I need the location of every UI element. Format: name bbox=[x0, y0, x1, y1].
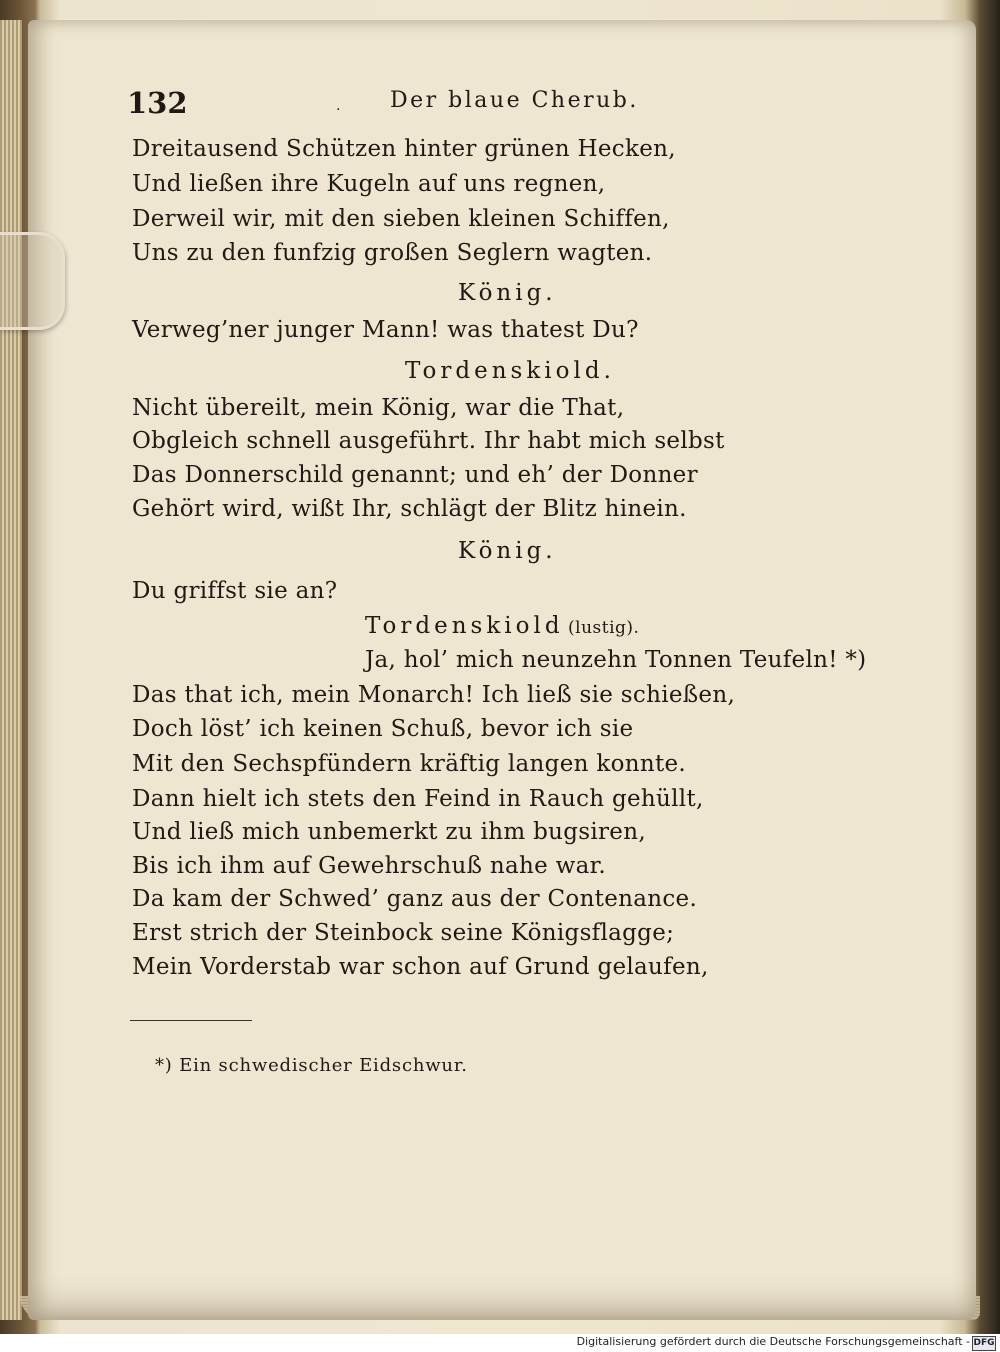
verse-line: Das Donnerschild genannt; und eh’ der Donner bbox=[132, 462, 698, 488]
verse-line: Dreitausend Schützen hinter grünen Hecken, bbox=[132, 136, 676, 162]
verse-line: Nicht übereilt, mein König, war die That, bbox=[132, 395, 625, 421]
page-clip bbox=[0, 232, 65, 330]
verse-line: Ja, hol’ mich neunzehn Tonnen Teufeln! *) bbox=[365, 647, 867, 673]
verse-line: Erst strich der Steinbock seine Königsflagge; bbox=[132, 920, 675, 946]
page-number: 132 bbox=[127, 86, 188, 120]
verse-line: Uns zu den funfzig großen Seglern wagten. bbox=[132, 240, 653, 266]
verse-line: Verweg’ner junger Mann! was thatest Du? bbox=[132, 317, 639, 343]
verse-line: Das that ich, mein Monarch! Ich ließ sie schießen, bbox=[132, 682, 736, 708]
stage-direction: (lustig). bbox=[568, 618, 640, 638]
page-edge-left bbox=[0, 20, 22, 1320]
printer-mark: . bbox=[336, 98, 341, 114]
verse-line: Du griffst sie an? bbox=[132, 578, 338, 604]
verse-line: Dann hielt ich stets den Feind in Rauch gehüllt, bbox=[132, 786, 704, 812]
speaker-name: König. bbox=[458, 280, 557, 306]
verse-line: Obgleich schnell ausgeführt. Ihr habt mich selbst bbox=[132, 428, 725, 454]
speaker-name: Tordenskiold bbox=[365, 613, 564, 639]
footnote: *) Ein schwedischer Eidschwur. bbox=[155, 1055, 468, 1076]
footnote-rule bbox=[130, 1020, 252, 1021]
verse-line: Gehört wird, wißt Ihr, schlägt der Blitz hinein. bbox=[132, 496, 687, 522]
verse-line: Da kam der Schwed’ ganz aus der Contenance. bbox=[132, 886, 698, 912]
verse-line: Doch löst’ ich keinen Schuß, bevor ich sie bbox=[132, 716, 634, 742]
verse-line: Bis ich ihm auf Gewehrschuß nahe war. bbox=[132, 853, 606, 879]
verse-line: Mein Vorderstab war schon auf Grund gelaufen, bbox=[132, 954, 709, 980]
speaker-name: Tordenskiold. bbox=[405, 358, 615, 384]
verse-line: Derweil wir, mit den sieben kleinen Schiffen, bbox=[132, 206, 670, 232]
digitization-credit: Digitalisierung gefördert durch die Deutsche Forschungsgemeinschaft - bbox=[576, 1335, 970, 1348]
running-head: Der blaue Cherub. bbox=[390, 88, 639, 113]
verse-line: Und ließen ihre Kugeln auf uns regnen, bbox=[132, 171, 606, 197]
speaker-name: König. bbox=[458, 538, 557, 564]
verse-line: Mit den Sechspfündern kräftig langen konnte. bbox=[132, 751, 687, 777]
verse-line: Und ließ mich unbemerkt zu ihm bugsiren, bbox=[132, 819, 646, 845]
dfg-logo: DFG bbox=[972, 1336, 996, 1351]
